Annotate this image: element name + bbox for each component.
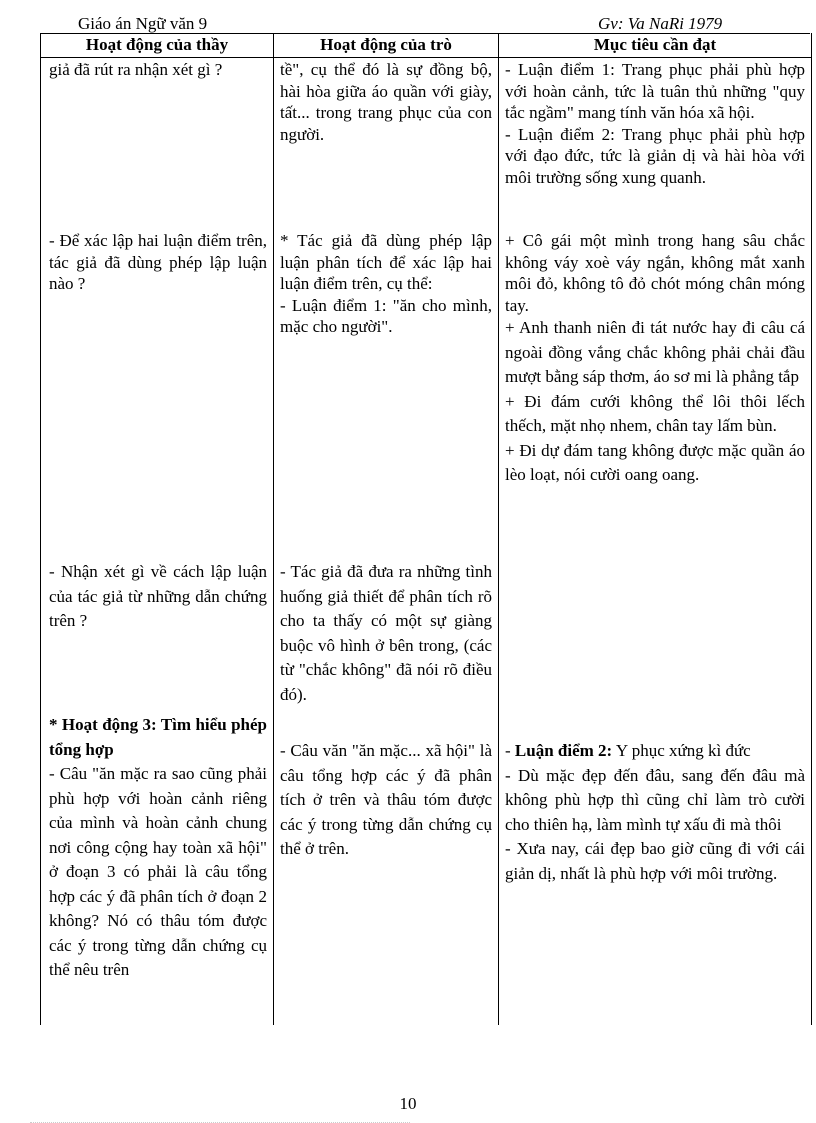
student-cell: [280, 230, 492, 338]
teacher-cell: [49, 59, 267, 81]
student-answer: - Câu văn "ăn mặc... xã hội" là câu tổng hợp các ý đã phân tích ở trên và thâu tóm được các ý trong từng dẫn chứng cụ thể ở trên.: [280, 741, 492, 858]
teacher-question: - Câu "ăn mặc ra sao cũng phải phù hợp với hoàn cảnh riêng của mình và hoàn cảnh chung nơi công cộng hay toàn xã hội" ở đoạn 3 có phải là câu tổng hợp các ý đã phân tích ở đoạn 2 không? Nó có thâu tóm được các ý trong từng dẫn chứng cụ thể nêu trên: [49, 764, 267, 979]
student-cell: [280, 560, 492, 707]
lesson-table: [40, 33, 812, 1025]
goal-item: - Luận điểm 1: Trang phục phải phù hợp với hoàn cảnh, tức là tuân thủ những "quy tắc ngầm" mang tính văn hóa xã hội.: [505, 60, 805, 122]
goal-point-label: Luận điểm 2:: [514, 741, 613, 760]
activity-heading: * Hoạt động 3: Tìm hiểu phép tổng hợp: [49, 715, 267, 759]
student-cell: [280, 739, 492, 862]
student-answer: tề", cụ thể đó là sự đồng bộ, hài hòa giữa áo quần với giày, tất... trong trang phục của con người.: [280, 60, 492, 144]
column-header-student: Hoạt động của trò: [320, 35, 452, 54]
student-answer: - Luận điểm 1: "ăn cho mình, mặc cho người".: [280, 295, 492, 336]
goal-item: + Đi dự đám tang không được mặc quần áo lèo loạt, nói cười oang oang.: [505, 440, 805, 484]
student-answer: * Tác giả đã dùng phép lập luận phân tích để xác lập hai luận điểm trên, cụ thể:: [280, 231, 492, 293]
teacher-question: - Nhận xét gì về cách lập luận của tác giả từ những dẫn chứng trên ?: [49, 562, 267, 630]
goal-cell: [505, 739, 805, 886]
teacher-question: giả đã rút ra nhận xét gì ?: [49, 60, 223, 79]
teacher-cell: [49, 560, 267, 634]
column-divider: [498, 33, 499, 1025]
student-cell: [280, 59, 492, 145]
page-number: 10: [399, 1094, 417, 1113]
teacher-cell: [49, 713, 267, 983]
goal-item: + Cô gái một mình trong hang sâu chắc không váy xoè váy ngắn, không mắt xanh môi đỏ, không tô đỏ chót móng chân móng tay.: [505, 231, 805, 315]
column-header-teacher: Hoạt động của thầy: [85, 35, 229, 54]
goal-cell: [505, 230, 805, 488]
header-author: Gv: Va NaRi 1979: [598, 14, 723, 33]
goal-point-text: Y phục xứng kì đức: [612, 741, 751, 760]
header-title: Giáo án Ngữ văn 9: [78, 14, 208, 33]
teacher-question: - Để xác lập hai luận điểm trên, tác giả đã dùng phép lập luận nào ?: [49, 231, 267, 293]
goal-item: + Đi đám cưới không thể lôi thôi lếch thếch, mặt nhọ nhem, chân tay lấm bùn.: [505, 391, 805, 435]
teacher-cell: [49, 230, 267, 295]
goal-item: + Anh thanh niên đi tát nước hay đi câu cá ngoài đồng vắng chắc không phải chải đầu mượt bằng sáp thơm, áo sơ mi là phẳng tắp: [505, 318, 805, 386]
goal-item: [505, 739, 805, 764]
goal-item: - Xưa nay, cái đẹp bao giờ cũng đi với cái giản dị, nhất là phù hợp với môi trường.: [505, 839, 805, 883]
goal-cell: [505, 59, 805, 188]
column-divider: [273, 33, 274, 1025]
goal-item: - Dù mặc đẹp đến đâu, sang đến đâu mà không phù hợp thì cũng chỉ làm trò cười cho thiên hạ, làm mình tự xấu đi mà thôi: [505, 765, 805, 834]
goal-dash: -: [505, 741, 515, 760]
header-row-divider: [41, 57, 811, 58]
goal-item: - Luận điểm 2: Trang phục phải phù hợp với đạo đức, tức là giản dị và hài hòa với môi trường sống xung quanh.: [505, 124, 805, 187]
column-header-goal: Mục tiêu cần đạt: [593, 35, 717, 54]
student-answer: - Tác giả đã đưa ra những tình huống giả thiết để phân tích rõ cho ta thấy có một sự giàng buộc vô hình ở bên trong, (các từ "chắc không" đã nói rõ điều đó).: [280, 562, 492, 704]
